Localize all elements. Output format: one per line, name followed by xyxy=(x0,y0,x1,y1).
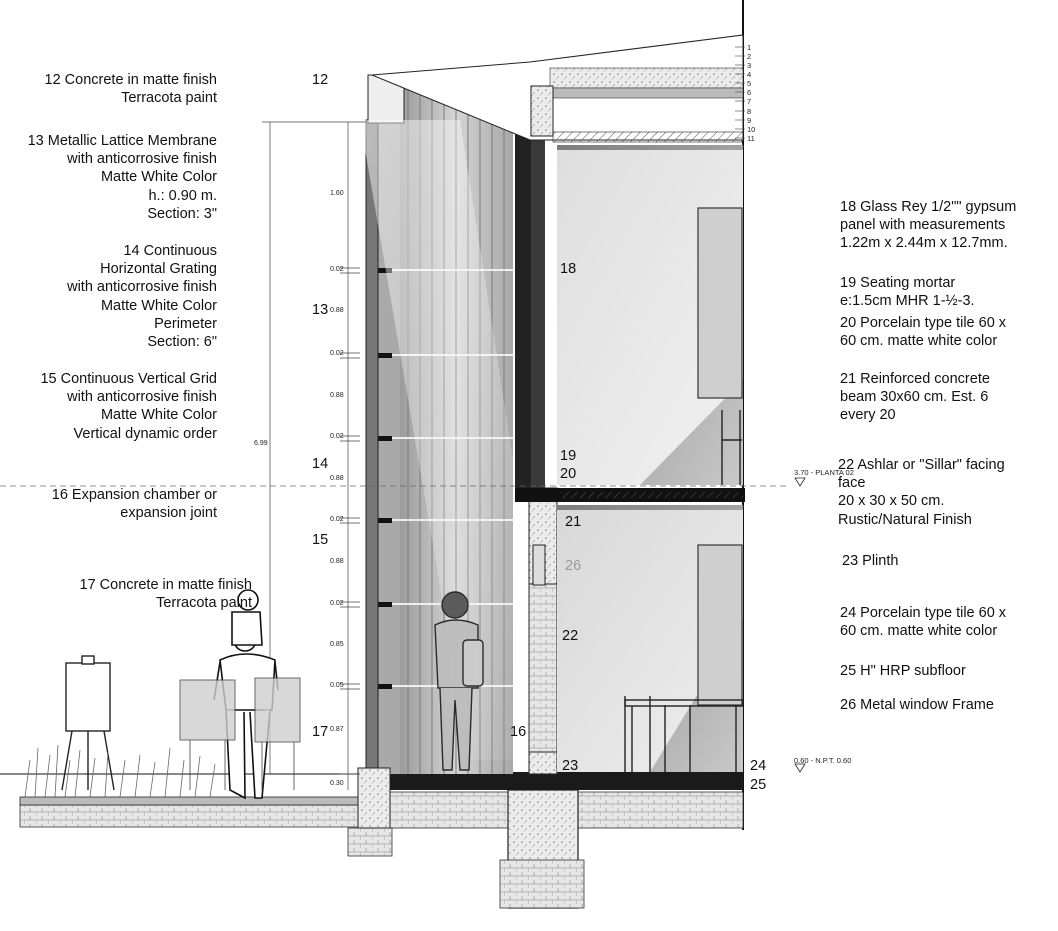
roof-layer-7: 7 xyxy=(747,97,752,106)
plinth xyxy=(529,752,557,774)
callout-19: 19 xyxy=(560,448,577,464)
level-mark-lower: 0.60 - N.P.T. 0.60 xyxy=(794,756,852,765)
level-mark-upper: 3.70 - PLANTA 02 xyxy=(794,468,854,477)
dim-0-02-e: 0.02 xyxy=(330,600,344,607)
easel xyxy=(62,656,114,790)
roof-layer-10: 10 xyxy=(747,125,756,134)
ground-strip-left xyxy=(20,805,360,827)
note-20: 20 Porcelain type tile 60 x 60 cm. matte white color xyxy=(840,315,1007,350)
roof-layer-3: 3 xyxy=(747,61,752,70)
level-marker-upper xyxy=(795,478,805,486)
note-19: 19 Seating mortar e:1.5cm MHR 1-½-3. xyxy=(840,275,975,310)
roof-layer-4: 4 xyxy=(747,70,752,79)
lower-window xyxy=(698,545,742,705)
ground-strip-right xyxy=(560,792,743,828)
dim-0-85: 0.85 xyxy=(330,641,344,648)
callout-12: 12 xyxy=(312,72,329,88)
dim-6-99: 6.99 xyxy=(254,440,268,447)
note-17: 17 Concrete in matte finish Terracota paint xyxy=(79,577,252,612)
upper-window xyxy=(698,208,742,398)
callout-21: 21 xyxy=(565,514,582,530)
note-23: 23 Plinth xyxy=(842,553,899,569)
outer-column xyxy=(366,120,378,774)
note-12: 12 Concrete in matte finish Terracota paint xyxy=(44,72,217,107)
note-24: 24 Porcelain type tile 60 x 60 cm. matte white color xyxy=(840,605,1007,640)
roof-layer-6: 6 xyxy=(747,88,752,97)
callout-14: 14 xyxy=(312,456,329,472)
callout-26: 26 xyxy=(565,558,582,574)
dim-1-60: 1.60 xyxy=(330,190,344,197)
dim-0-02-d: 0.02 xyxy=(330,516,344,523)
level-marker-lower xyxy=(795,764,805,772)
gypsum-panel xyxy=(531,140,545,490)
left-plinth xyxy=(358,768,390,828)
dim-0-02-a: 0.02 xyxy=(330,266,344,273)
dim-0-87: 0.87 xyxy=(330,726,344,733)
outdoor-paving xyxy=(20,797,360,805)
dim-0-88-d: 0.88 xyxy=(330,558,344,565)
dim-0-02-c: 0.02 xyxy=(330,433,344,440)
dim-0-02-b: 0.02 xyxy=(330,350,344,357)
note-21: 21 Reinforced concrete beam 30x60 cm. Est. 6 every 20 xyxy=(840,371,990,424)
note-25: 25 H" HRP subfloor xyxy=(840,663,966,679)
roof-layer-1: 1 xyxy=(747,43,752,52)
callout-24: 24 xyxy=(750,758,767,774)
callout-20: 20 xyxy=(560,466,577,482)
note-14: 14 Continuous Horizontal Grating with anticorrosive finish Matte White Color Perimeter Section: 6" xyxy=(67,243,217,351)
dim-0-88-c: 0.88 xyxy=(330,475,344,482)
roof-layer-9: 9 xyxy=(747,116,752,125)
roof-gravel xyxy=(550,68,743,88)
roof-ceiling xyxy=(553,132,743,142)
note-18: 18 Glass Rey 1/2"" gypsum panel with measurements 1.22m x 2.44m x 12.7mm. xyxy=(840,199,1017,252)
roof-layer-2: 2 xyxy=(747,52,752,61)
note-16: 16 Expansion chamber or expansion joint xyxy=(51,487,217,522)
floor-slab xyxy=(388,772,743,790)
grass xyxy=(25,745,215,797)
callout-17: 17 xyxy=(312,724,329,740)
note-15: 15 Continuous Vertical Grid with anticorrosive finish Matte White Color Vertical dynamic order xyxy=(40,371,217,442)
callout-15: 15 xyxy=(312,532,329,548)
dim-0-05: 0.05 xyxy=(330,682,344,689)
upper-floor-tiles xyxy=(560,492,743,498)
note-22: 22 Ashlar or "Sillar" facing face 20 x 30 x 50 cm. Rustic/Natural Finish xyxy=(838,457,1005,528)
foundation-left xyxy=(348,828,392,856)
footing-base xyxy=(500,860,584,908)
callout-23: 23 xyxy=(562,758,579,774)
callout-25: 25 xyxy=(750,777,767,793)
dim-0-30: 0.30 xyxy=(330,780,344,787)
dim-0-88-b: 0.88 xyxy=(330,392,344,399)
roof-layer-11: 11 xyxy=(747,134,755,143)
callout-16: 16 xyxy=(510,724,527,740)
note-13: 13 Metallic Lattice Membrane with anticorrosive finish Matte White Color h.: 0.90 m. Section: 3" xyxy=(27,133,217,222)
dim-0-88-a: 0.88 xyxy=(330,307,344,314)
ashlar-wall xyxy=(529,584,557,774)
callout-13: 13 xyxy=(312,302,329,318)
roof-layer-8: 8 xyxy=(747,107,752,116)
glass-wall xyxy=(515,80,531,490)
callout-18: 18 xyxy=(560,261,577,277)
window-frame xyxy=(533,545,545,585)
roof-insulation xyxy=(550,88,743,98)
roof-beam xyxy=(531,86,553,136)
roof-layer-5: 5 xyxy=(747,79,752,88)
ground-strip-mid xyxy=(390,792,510,828)
note-26: 26 Metal window Frame xyxy=(840,697,994,713)
callout-22: 22 xyxy=(562,628,579,644)
